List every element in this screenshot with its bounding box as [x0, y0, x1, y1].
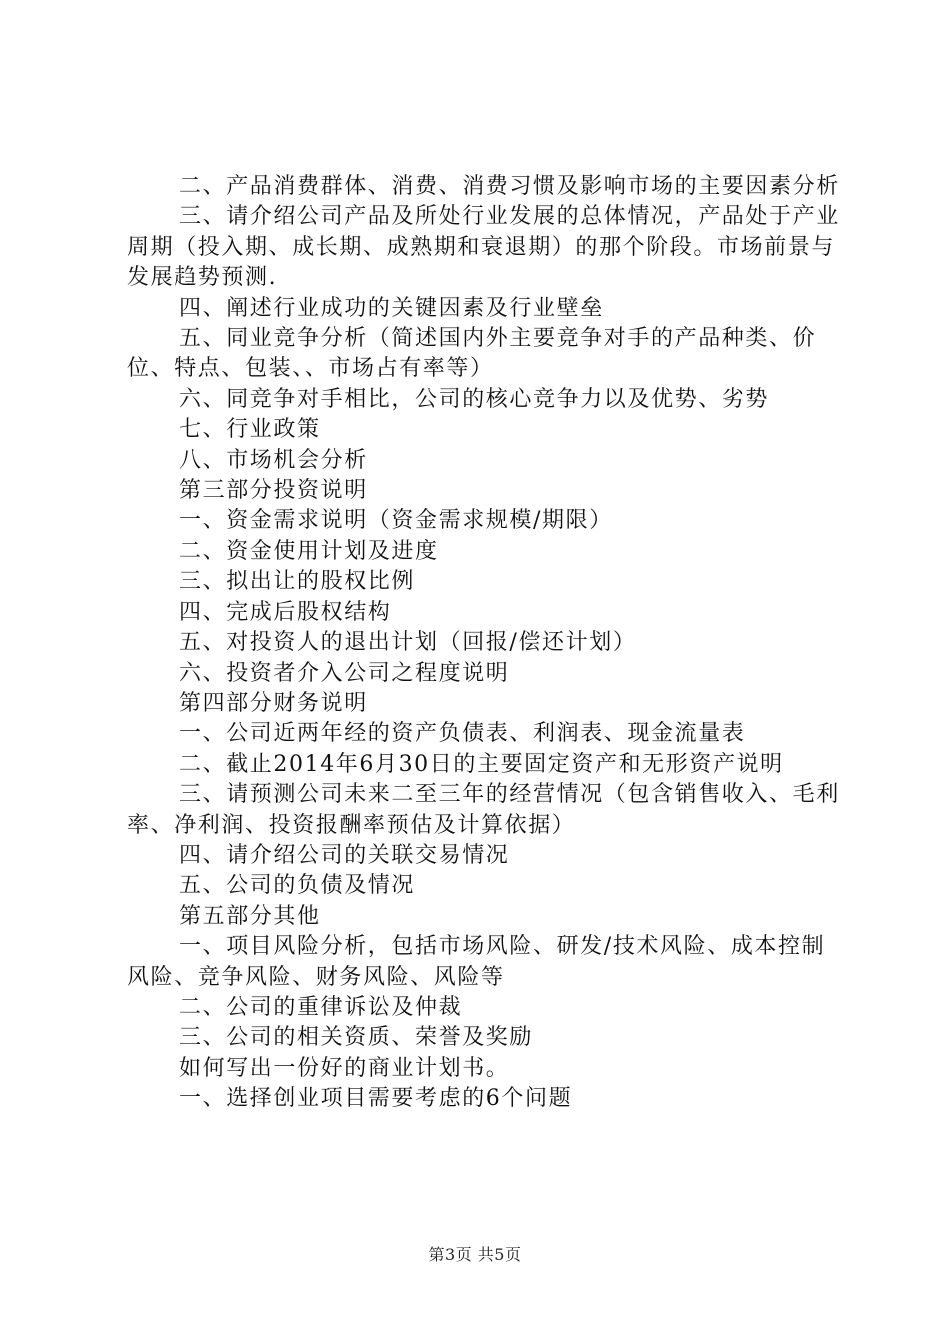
page-footer: 第3页 共5页 — [428, 1245, 522, 1264]
paragraph: 六、同竞争对手相比，公司的核心竞争力以及优势、劣势 — [179, 386, 770, 412]
paragraph: 一、选择创业项目需要考虑的6个问题 — [179, 1086, 573, 1112]
paragraph: 一、项目风险分析，包括市场风险、研发/技术风险、成本控制风险、竞争风险、财务风险、风险等 — [127, 934, 826, 990]
section-heading: 第三部分投资说明 — [179, 478, 368, 504]
paragraph: 三、请介绍公司产品及所处行业发展的总体情况，产品处于产业周期（投入期、成长期、成熟期和衰退期）的那个阶段。市场前景与发展趋势预测. — [127, 204, 840, 291]
paragraph: 一、资金需求说明（资金需求规模/期限） — [179, 508, 613, 534]
paragraph: 四、阐述行业成功的关键因素及行业壁垒 — [179, 295, 604, 321]
paragraph: 四、完成后股权结构 — [179, 599, 392, 625]
paragraph: 如何写出一份好的商业计划书。 — [179, 1055, 510, 1081]
paragraph: 五、对投资人的退出计划（回报/偿还计划） — [179, 630, 637, 656]
paragraph: 二、资金使用计划及进度 — [179, 538, 439, 564]
paragraph: 二、公司的重律诉讼及仲裁 — [179, 994, 463, 1020]
paragraph: 五、公司的负债及情况 — [179, 873, 416, 899]
paragraph: 三、请预测公司未来二至三年的经营情况（包含销售收入、毛利率、净利润、投资报酬率预估及计算依据） — [127, 782, 840, 838]
paragraph: 一、公司近两年经的资产负债表、利润表、现金流量表 — [179, 721, 746, 747]
section-heading: 第五部分其他 — [179, 903, 321, 929]
paragraph: 八、市场机会分析 — [179, 447, 368, 473]
paragraph: 四、请介绍公司的关联交易情况 — [179, 842, 510, 868]
paragraph: 六、投资者介入公司之程度说明 — [179, 660, 510, 686]
paragraph: 七、行业政策 — [179, 417, 321, 443]
document-body — [127, 172, 847, 1115]
paragraph: 五、同业竞争分析（简述国内外主要竞争对手的产品种类、价位、特点、包装、、市场占有率等） — [127, 326, 817, 382]
paragraph: 三、公司的相关资质、荣誉及奖励 — [179, 1025, 534, 1051]
paragraph: 三、拟出让的股权比例 — [179, 569, 416, 595]
paragraph: 二、产品消费群体、消费、消费习惯及影响市场的主要因素分析 — [179, 174, 840, 199]
paragraph: 二、截止2014年6月30日的主要固定资产和无形资产说明 — [179, 751, 784, 777]
section-heading: 第四部分财务说明 — [179, 690, 368, 716]
